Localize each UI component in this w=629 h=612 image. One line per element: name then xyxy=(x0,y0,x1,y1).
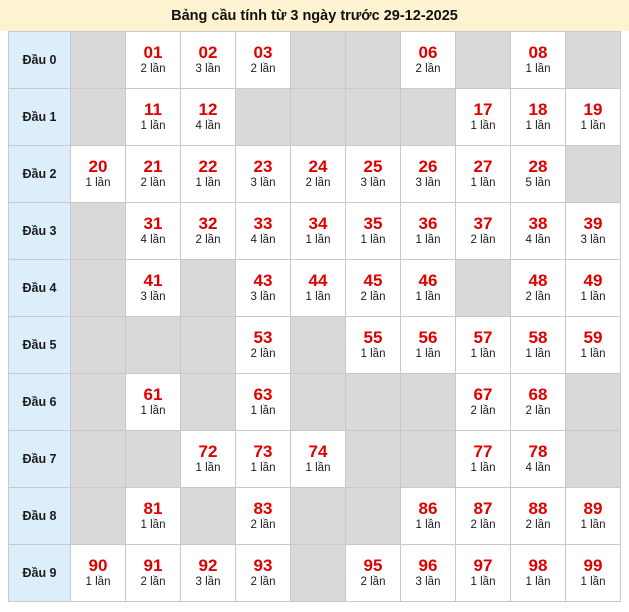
cell-number: 49 xyxy=(583,271,603,290)
cell-count: 2 lần xyxy=(140,177,166,189)
number-cell[interactable] xyxy=(126,488,181,545)
cell-count: 3 lần xyxy=(250,291,276,303)
empty-cell xyxy=(401,89,456,146)
number-cell[interactable] xyxy=(566,203,621,260)
cell-count: 3 lần xyxy=(140,291,166,303)
cell-number: 97 xyxy=(473,556,493,575)
empty-cell xyxy=(126,317,181,374)
cell-count: 1 lần xyxy=(195,462,221,474)
cell-count: 2 lần xyxy=(525,291,551,303)
cell-count: 1 lần xyxy=(415,234,441,246)
number-cell[interactable] xyxy=(456,89,511,146)
table-row xyxy=(9,317,621,374)
number-cell[interactable] xyxy=(566,260,621,317)
cell-count: 1 lần xyxy=(305,234,331,246)
number-cell[interactable] xyxy=(566,89,621,146)
cell-number: 37 xyxy=(473,214,493,233)
cell-number: 23 xyxy=(253,157,273,176)
row-header-1: Đầu 1 xyxy=(9,89,71,146)
cell-number: 06 xyxy=(418,43,438,62)
cell-number: 78 xyxy=(528,442,548,461)
empty-cell xyxy=(71,431,126,488)
number-cell[interactable] xyxy=(126,545,181,602)
number-cell[interactable] xyxy=(401,488,456,545)
cell-number: 90 xyxy=(88,556,108,575)
number-cell[interactable] xyxy=(236,32,291,89)
cell-number: 95 xyxy=(363,556,383,575)
number-cell[interactable] xyxy=(511,89,566,146)
cell-number: 38 xyxy=(528,214,548,233)
empty-cell xyxy=(291,374,346,431)
row-header-8: Đầu 8 xyxy=(9,488,71,545)
cell-count: 1 lần xyxy=(470,576,496,588)
cell-count: 1 lần xyxy=(470,120,496,132)
cell-number: 46 xyxy=(418,271,438,290)
cell-count: 1 lần xyxy=(305,291,331,303)
number-cell[interactable] xyxy=(456,431,511,488)
cell-number: 21 xyxy=(143,157,163,176)
number-cell[interactable] xyxy=(511,545,566,602)
cell-count: 2 lần xyxy=(470,234,496,246)
cell-number: 26 xyxy=(418,157,438,176)
cell-count: 3 lần xyxy=(195,576,221,588)
cell-number: 34 xyxy=(308,214,328,233)
number-cell[interactable] xyxy=(511,488,566,545)
cell-count: 1 lần xyxy=(415,291,441,303)
cell-number: 41 xyxy=(143,271,163,290)
cell-count: 1 lần xyxy=(140,519,166,531)
cell-number: 01 xyxy=(143,43,163,62)
cell-count: 2 lần xyxy=(360,576,386,588)
cell-count: 4 lần xyxy=(250,234,276,246)
empty-cell xyxy=(71,488,126,545)
cell-count: 1 lần xyxy=(580,291,606,303)
number-cell[interactable] xyxy=(181,32,236,89)
number-cell[interactable] xyxy=(346,260,401,317)
cell-number: 86 xyxy=(418,499,438,518)
cell-count: 2 lần xyxy=(470,519,496,531)
number-cell[interactable] xyxy=(236,374,291,431)
cell-number: 11 xyxy=(144,100,162,119)
cell-number: 18 xyxy=(528,100,548,119)
cell-count: 1 lần xyxy=(580,576,606,588)
empty-cell xyxy=(71,32,126,89)
empty-cell xyxy=(236,89,291,146)
empty-cell xyxy=(126,431,181,488)
number-cell[interactable] xyxy=(456,374,511,431)
row-header-6: Đầu 6 xyxy=(9,374,71,431)
cell-count: 1 lần xyxy=(525,63,551,75)
cell-number: 96 xyxy=(418,556,438,575)
empty-cell xyxy=(401,374,456,431)
cell-number: 91 xyxy=(143,556,163,575)
number-cell[interactable] xyxy=(511,203,566,260)
cell-number: 93 xyxy=(253,556,273,575)
cell-count: 1 lần xyxy=(140,120,166,132)
number-cell[interactable] xyxy=(346,545,401,602)
number-cell[interactable] xyxy=(71,545,126,602)
cell-number: 58 xyxy=(528,328,548,347)
empty-cell xyxy=(401,431,456,488)
cell-count: 2 lần xyxy=(250,576,276,588)
empty-cell xyxy=(181,317,236,374)
cell-number: 44 xyxy=(308,271,328,290)
number-cell[interactable] xyxy=(126,32,181,89)
empty-cell xyxy=(181,260,236,317)
empty-cell xyxy=(71,260,126,317)
number-cell[interactable] xyxy=(511,260,566,317)
number-cell[interactable] xyxy=(456,317,511,374)
cell-count: 2 lần xyxy=(415,63,441,75)
number-cell[interactable] xyxy=(511,431,566,488)
number-cell[interactable] xyxy=(401,203,456,260)
number-cell[interactable] xyxy=(236,260,291,317)
number-cell[interactable] xyxy=(401,146,456,203)
cell-count: 1 lần xyxy=(525,576,551,588)
cell-number: 59 xyxy=(583,328,603,347)
cell-number: 61 xyxy=(143,385,163,404)
empty-cell xyxy=(346,32,401,89)
empty-cell xyxy=(291,488,346,545)
number-cell[interactable] xyxy=(401,545,456,602)
cell-count: 3 lần xyxy=(195,63,221,75)
number-cell[interactable] xyxy=(126,374,181,431)
cell-count: 2 lần xyxy=(525,519,551,531)
number-cell[interactable] xyxy=(346,146,401,203)
number-cell[interactable] xyxy=(566,317,621,374)
number-cell[interactable] xyxy=(456,545,511,602)
number-cell[interactable] xyxy=(236,431,291,488)
empty-cell xyxy=(291,32,346,89)
number-cell[interactable] xyxy=(181,89,236,146)
cell-number: 92 xyxy=(198,556,218,575)
number-cell[interactable] xyxy=(511,374,566,431)
number-cell[interactable] xyxy=(401,317,456,374)
cell-count: 2 lần xyxy=(470,405,496,417)
number-cell[interactable] xyxy=(126,203,181,260)
empty-cell xyxy=(71,317,126,374)
number-cell[interactable] xyxy=(236,203,291,260)
cell-count: 2 lần xyxy=(140,576,166,588)
cell-count: 4 lần xyxy=(525,234,551,246)
cell-count: 4 lần xyxy=(195,120,221,132)
table-row xyxy=(9,32,621,89)
table-container xyxy=(0,31,629,612)
number-cell[interactable] xyxy=(126,146,181,203)
number-cell[interactable] xyxy=(511,32,566,89)
cell-number: 35 xyxy=(363,214,383,233)
number-cell[interactable] xyxy=(236,317,291,374)
number-cell[interactable] xyxy=(566,488,621,545)
cell-number: 22 xyxy=(198,157,218,176)
empty-cell xyxy=(291,545,346,602)
cell-number: 20 xyxy=(88,157,108,176)
empty-cell xyxy=(71,374,126,431)
cell-number: 73 xyxy=(253,442,273,461)
number-cell[interactable] xyxy=(346,203,401,260)
cell-number: 03 xyxy=(253,43,273,62)
cell-number: 67 xyxy=(473,385,493,404)
cell-number: 43 xyxy=(253,271,273,290)
number-cell[interactable] xyxy=(236,146,291,203)
number-cell[interactable] xyxy=(291,203,346,260)
number-cell[interactable] xyxy=(566,545,621,602)
cell-count: 1 lần xyxy=(470,462,496,474)
cell-count: 1 lần xyxy=(470,348,496,360)
cell-number: 89 xyxy=(583,499,603,518)
cell-number: 74 xyxy=(308,442,328,461)
number-cell[interactable] xyxy=(236,545,291,602)
cell-count: 2 lần xyxy=(525,405,551,417)
cell-number: 81 xyxy=(143,499,163,518)
cell-number: 72 xyxy=(198,442,218,461)
cell-number: 36 xyxy=(418,214,438,233)
cell-number: 99 xyxy=(583,556,603,575)
cell-count: 1 lần xyxy=(580,519,606,531)
cell-count: 1 lần xyxy=(85,177,111,189)
cell-count: 1 lần xyxy=(360,348,386,360)
cell-number: 55 xyxy=(363,328,383,347)
cell-count: 1 lần xyxy=(415,519,441,531)
cell-number: 45 xyxy=(363,271,383,290)
empty-cell xyxy=(181,488,236,545)
table-row xyxy=(9,488,621,545)
number-cell[interactable] xyxy=(181,203,236,260)
cell-number: 63 xyxy=(253,385,273,404)
number-cell[interactable] xyxy=(126,89,181,146)
number-cell[interactable] xyxy=(511,317,566,374)
row-header-0: Đầu 0 xyxy=(9,32,71,89)
cell-count: 3 lần xyxy=(580,234,606,246)
cell-count: 1 lần xyxy=(195,177,221,189)
cell-number: 28 xyxy=(528,157,548,176)
cell-number: 02 xyxy=(198,43,218,62)
cell-number: 39 xyxy=(583,214,603,233)
cell-count: 2 lần xyxy=(250,519,276,531)
table-row xyxy=(9,431,621,488)
empty-cell xyxy=(291,89,346,146)
cell-number: 77 xyxy=(473,442,493,461)
cell-count: 5 lần xyxy=(525,177,551,189)
empty-cell xyxy=(346,374,401,431)
table-row xyxy=(9,545,621,602)
row-header-2: Đầu 2 xyxy=(9,146,71,203)
empty-cell xyxy=(566,374,621,431)
cell-number: 19 xyxy=(583,100,603,119)
empty-cell xyxy=(181,374,236,431)
empty-cell xyxy=(566,32,621,89)
cell-count: 2 lần xyxy=(250,348,276,360)
cell-number: 12 xyxy=(198,100,218,119)
empty-cell xyxy=(346,431,401,488)
cell-count: 3 lần xyxy=(360,177,386,189)
number-cell[interactable] xyxy=(456,488,511,545)
number-cell[interactable] xyxy=(511,146,566,203)
cell-count: 1 lần xyxy=(85,576,111,588)
cell-count: 1 lần xyxy=(360,234,386,246)
row-header-4: Đầu 4 xyxy=(9,260,71,317)
cell-count: 1 lần xyxy=(525,120,551,132)
number-cell[interactable] xyxy=(456,146,511,203)
number-cell[interactable] xyxy=(401,32,456,89)
cell-count: 1 lần xyxy=(525,348,551,360)
number-cell[interactable] xyxy=(456,203,511,260)
page-title: Bảng cầu tính từ 3 ngày trước 29-12-2025 xyxy=(0,0,629,31)
cell-number: 25 xyxy=(363,157,383,176)
table-row xyxy=(9,203,621,260)
cell-number: 17 xyxy=(473,100,493,119)
cell-count: 1 lần xyxy=(415,348,441,360)
number-cell[interactable] xyxy=(181,431,236,488)
number-cell[interactable] xyxy=(291,260,346,317)
cell-number: 83 xyxy=(253,499,273,518)
empty-cell xyxy=(71,89,126,146)
table-row xyxy=(9,89,621,146)
empty-cell xyxy=(456,260,511,317)
cell-number: 08 xyxy=(528,43,548,62)
cell-number: 33 xyxy=(253,214,273,233)
number-cell[interactable] xyxy=(291,431,346,488)
number-cell[interactable] xyxy=(181,146,236,203)
table-row xyxy=(9,146,621,203)
number-cell[interactable] xyxy=(401,260,456,317)
cell-count: 1 lần xyxy=(140,405,166,417)
number-cell[interactable] xyxy=(346,317,401,374)
cell-count: 2 lần xyxy=(140,63,166,75)
cell-number: 27 xyxy=(473,157,493,176)
cell-count: 4 lần xyxy=(140,234,166,246)
row-header-5: Đầu 5 xyxy=(9,317,71,374)
cell-count: 1 lần xyxy=(580,348,606,360)
cell-count: 1 lần xyxy=(250,462,276,474)
cell-number: 68 xyxy=(528,385,548,404)
cell-number: 88 xyxy=(528,499,548,518)
empty-cell xyxy=(346,89,401,146)
row-header-7: Đầu 7 xyxy=(9,431,71,488)
empty-cell xyxy=(566,431,621,488)
cell-count: 1 lần xyxy=(305,462,331,474)
cell-number: 53 xyxy=(253,328,273,347)
cell-count: 2 lần xyxy=(195,234,221,246)
cell-count: 1 lần xyxy=(470,177,496,189)
cell-count: 2 lần xyxy=(250,63,276,75)
cell-number: 48 xyxy=(528,271,548,290)
number-cell[interactable] xyxy=(236,488,291,545)
table-row xyxy=(9,374,621,431)
row-header-9: Đầu 9 xyxy=(9,545,71,602)
cell-number: 24 xyxy=(308,157,328,176)
cell-number: 87 xyxy=(473,499,493,518)
number-cell[interactable] xyxy=(291,146,346,203)
row-header-3: Đầu 3 xyxy=(9,203,71,260)
empty-cell xyxy=(456,32,511,89)
table-row xyxy=(9,260,621,317)
cell-count: 2 lần xyxy=(305,177,331,189)
number-cell[interactable] xyxy=(71,146,126,203)
cell-count: 2 lần xyxy=(360,291,386,303)
cell-count: 4 lần xyxy=(525,462,551,474)
cell-number: 98 xyxy=(528,556,548,575)
empty-cell xyxy=(291,317,346,374)
empty-cell xyxy=(566,146,621,203)
cell-count: 3 lần xyxy=(415,177,441,189)
cell-number: 32 xyxy=(198,214,218,233)
cell-count: 1 lần xyxy=(580,120,606,132)
empty-cell xyxy=(346,488,401,545)
cell-number: 57 xyxy=(473,328,493,347)
empty-cell xyxy=(71,203,126,260)
number-cell[interactable] xyxy=(181,545,236,602)
cell-count: 1 lần xyxy=(250,405,276,417)
number-cell[interactable] xyxy=(126,260,181,317)
cell-count: 3 lần xyxy=(415,576,441,588)
cell-count: 3 lần xyxy=(250,177,276,189)
head-number-grid xyxy=(8,31,621,602)
cell-number: 56 xyxy=(418,328,438,347)
cell-number: 31 xyxy=(143,214,163,233)
